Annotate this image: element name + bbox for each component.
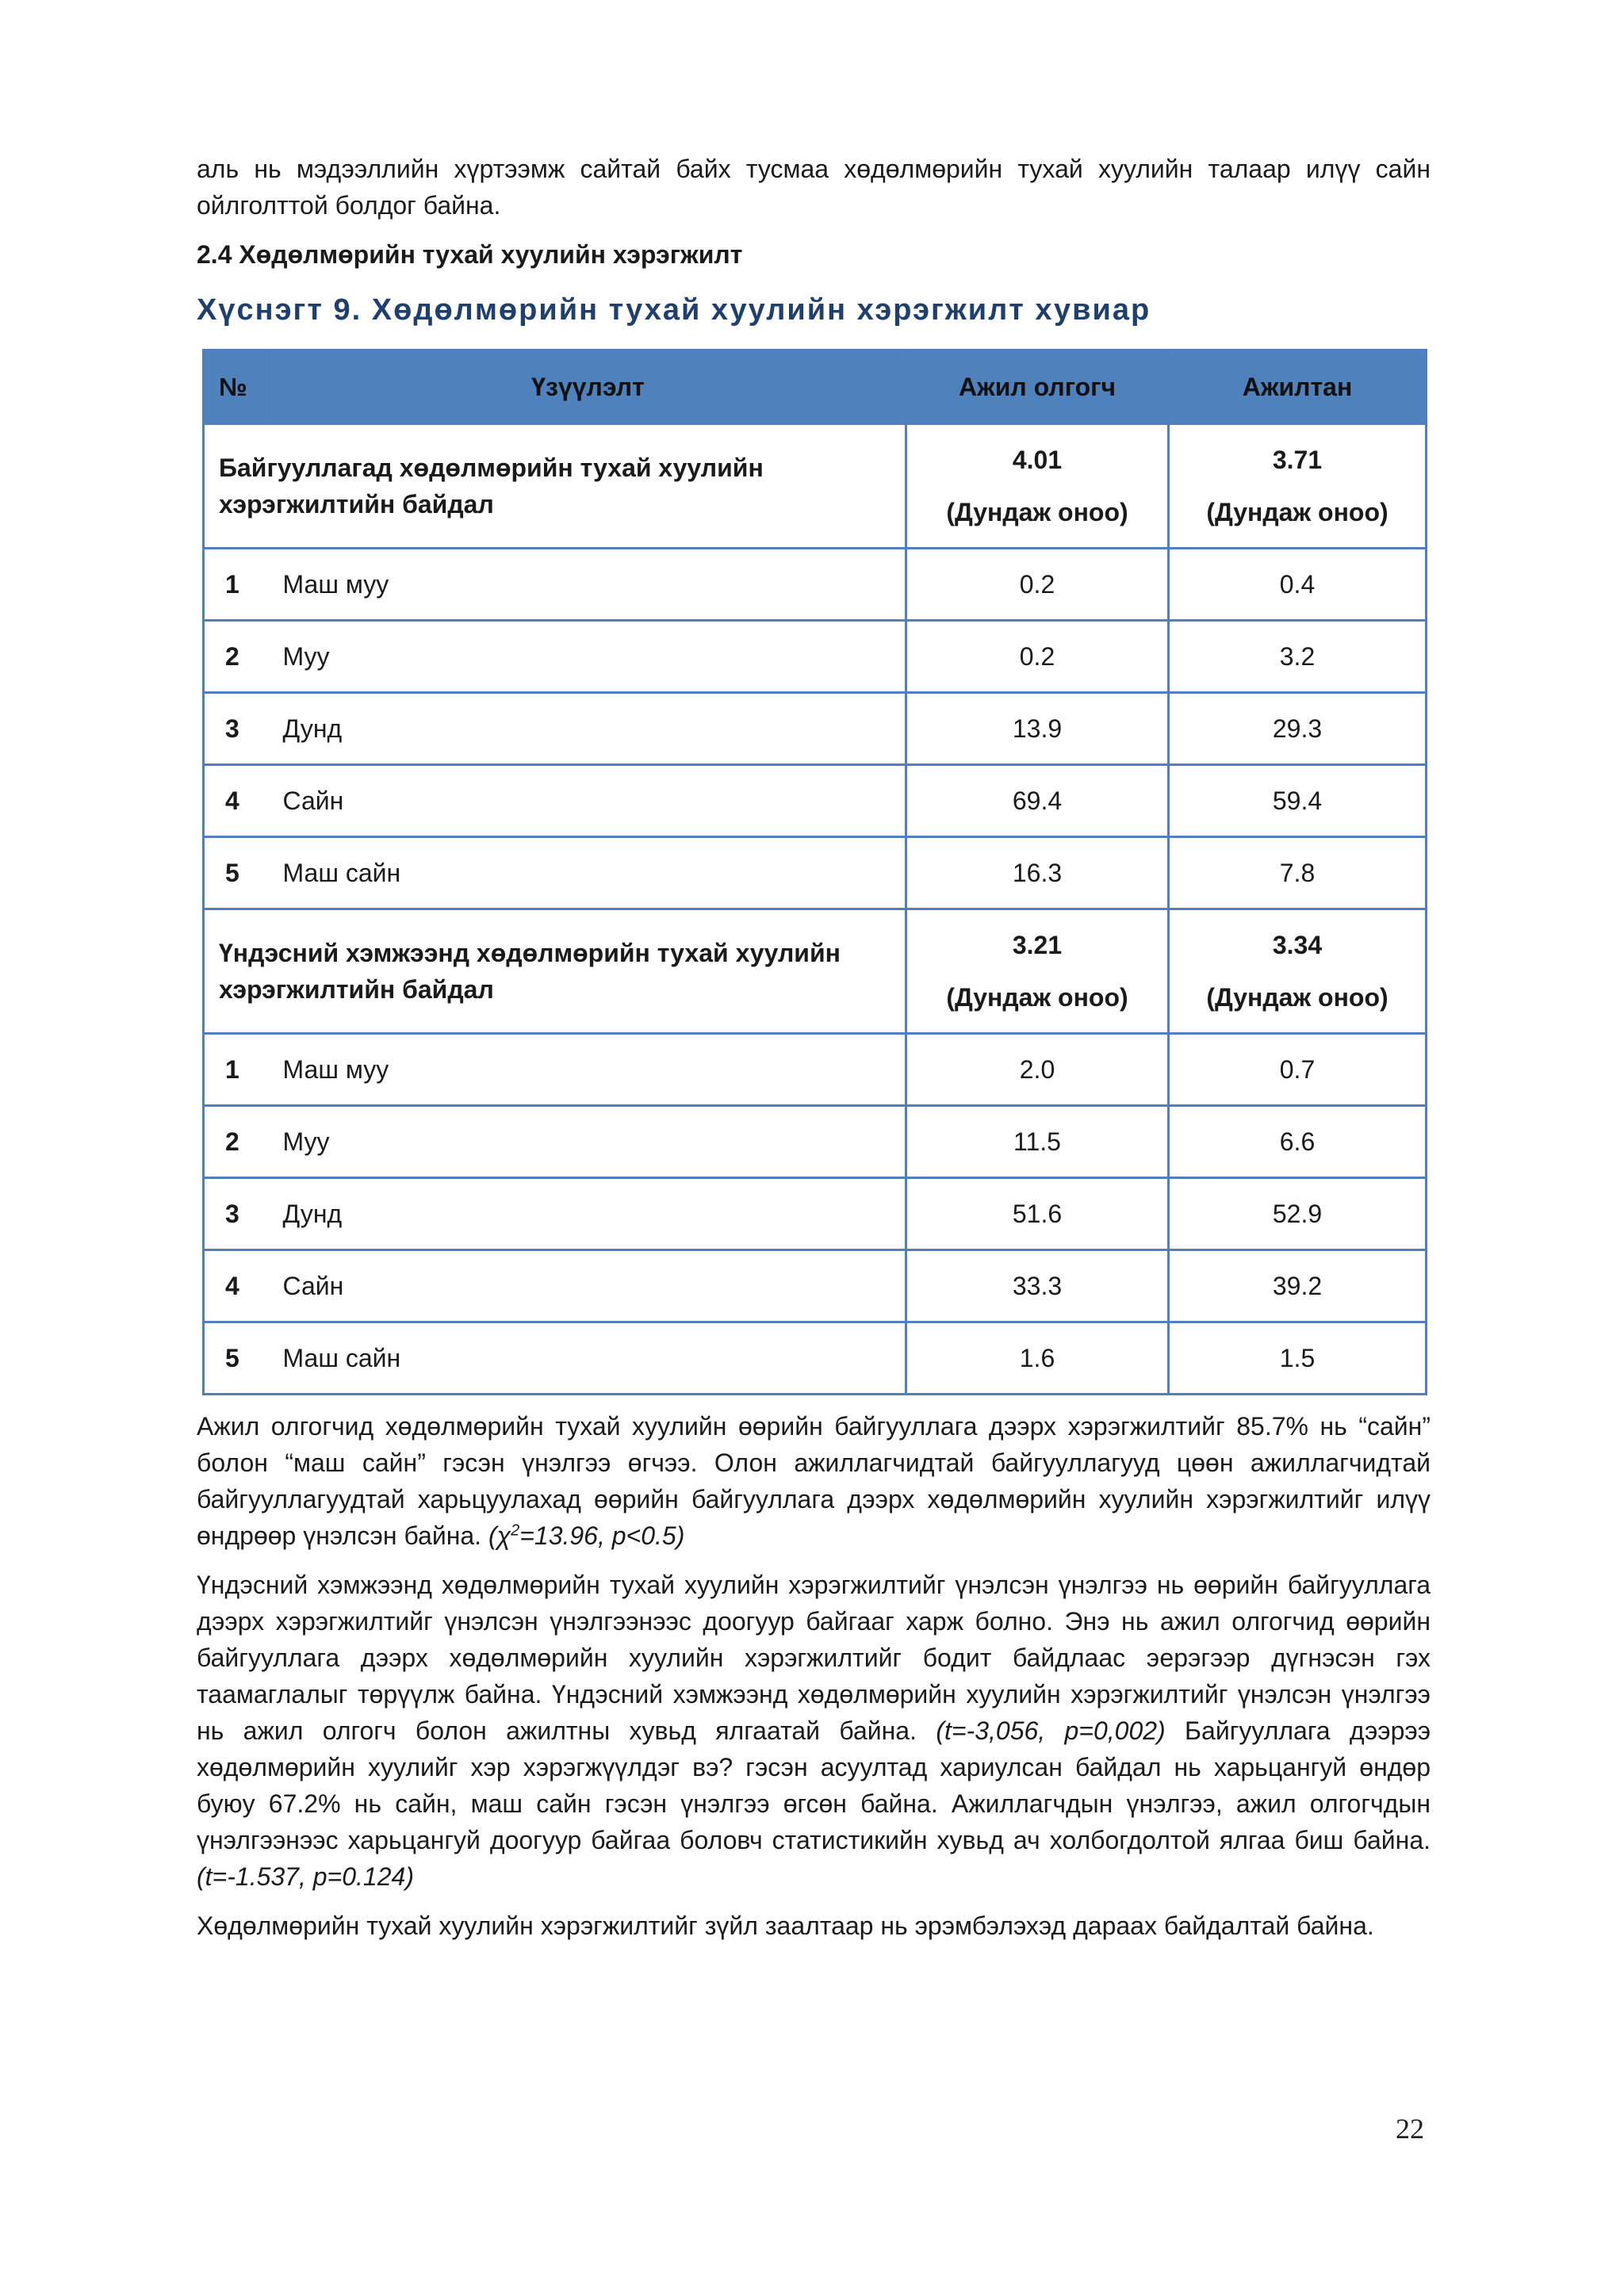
row-employer: 0.2	[906, 621, 1169, 693]
row-employee: 52.9	[1169, 1178, 1427, 1250]
table-row	[204, 1250, 1427, 1322]
table-row	[204, 1034, 1427, 1106]
paragraph-1-text: Ажил олгогчид хөдөлмөрийн тухай хуулийн өөрийн байгууллага дээрх хэрэгжилтийг 85.7% нь “сайн” болон “маш сайн” гэсэн үнэлгээ өгчээ. Олон ажиллагчидтай байгууллагууд цөөн ажиллагчидтай байгууллагуудтай харьцуулахад өөрийн байгууллага дээрх хөдөлмөрийн хуулийн хэрэгжилтийг илүү өндрөөр үнэлсэн байна.	[197, 1412, 1431, 1550]
table-row	[204, 1106, 1427, 1178]
row-employee: 0.7	[1169, 1034, 1427, 1106]
mean-note: (Дундаж оноо)	[1206, 983, 1388, 1012]
row-num: 3	[204, 693, 270, 765]
header-employer: Ажил олгогч	[906, 350, 1169, 424]
paragraph-2	[197, 1567, 1431, 1895]
row-label: Муу	[270, 621, 906, 693]
document-page	[197, 151, 1431, 1944]
mean-note: (Дундаж оноо)	[946, 983, 1128, 1012]
mean-note: (Дундаж оноо)	[1206, 498, 1388, 526]
row-employer: 0.2	[906, 549, 1169, 621]
row-label: Маш сайн	[270, 1322, 906, 1395]
row-label: Маш муу	[270, 549, 906, 621]
row-num: 1	[204, 549, 270, 621]
paragraph-2-text-b: Байгууллага дээрээ хөдөлмөрийн хуулийг хэр хэрэгжүүлдэг вэ? гэсэн асуултад хариулсан байдал нь харьцангуй өндөр буюу 67.2% нь сайн, маш сайн гэсэн үнэлгээ өгсөн байна. Ажиллагчдын үнэлгээ, ажил олгогчдын үнэлгээнээс харьцангуй доогуур байгаа боловч статистикийн хувьд ач холбогдолтой ялгаа биш байна.	[197, 1716, 1431, 1854]
group-label: Байгууллагад хөдөлмөрийн тухай хуулийн хэрэгжилтийн байдал	[204, 424, 906, 549]
implementation-table	[202, 349, 1427, 1395]
group-label: Үндэсний хэмжээнд хөдөлмөрийн тухай хуулийн хэрэгжилтийн байдал	[204, 909, 906, 1034]
t-test-stat-2: (t=-1.537, p=0.124)	[197, 1862, 414, 1891]
table-row	[204, 549, 1427, 621]
group-employer-mean	[906, 909, 1169, 1034]
row-label: Маш сайн	[270, 837, 906, 909]
header-indicator: Үзүүлэлт	[270, 350, 906, 424]
header-num: №	[204, 350, 270, 424]
row-label: Муу	[270, 1106, 906, 1178]
row-employee: 7.8	[1169, 837, 1427, 909]
stat-superscript: 2	[511, 1521, 520, 1540]
table-caption: Хүснэгт 9. Хөдөлмөрийн тухай хуулийн хэрэгжилт хувиар	[197, 293, 1151, 327]
table-header-row	[204, 350, 1427, 424]
section-heading: 2.4 Хөдөлмөрийн тухай хуулийн хэрэгжилт	[197, 240, 743, 269]
table-group-row	[204, 424, 1427, 549]
mean-note: (Дундаж оноо)	[946, 498, 1128, 526]
paragraph-1	[197, 1408, 1431, 1554]
row-num: 4	[204, 1250, 270, 1322]
intro-paragraph: аль нь мэдээллийн хүртээмж сайтай байх тусмаа хөдөлмөрийн тухай хуулийн талаар илүү сайн ойлголттой болдог байна.	[197, 155, 1431, 220]
header-employee: Ажилтан	[1169, 350, 1427, 424]
row-employee: 1.5	[1169, 1322, 1427, 1395]
paragraph-2-text-a: Үндэсний хэмжээнд хөдөлмөрийн тухай хуулийн хэрэгжилтийг үнэлсэн үнэлгээ нь өөрийн байгууллага дээрх хэрэгжилтийг үнэлсэн үнэлгээнээс доогуур байгааг харж болно. Энэ нь ажил олгогчид өөрийн байгууллага дээрх хөдөлмөрийн хуулийн хэрэгжилтийг бодит байдлаас эерэгээр дүгнэсэн гэх таамаглалыг төрүүлж байна. Үндэсний хэмжээнд хөдөлмөрийн хуулийн хэрэгжилтийг үнэлсэн үнэлгээ нь ажил олгогч болон ажилтны хувьд ялгаатай байна.	[197, 1571, 1431, 1745]
page-number: 22	[1396, 2113, 1424, 2145]
table-row	[204, 765, 1427, 837]
row-employer: 1.6	[906, 1322, 1169, 1395]
row-label: Маш муу	[270, 1034, 906, 1106]
row-employer: 51.6	[906, 1178, 1169, 1250]
row-employee: 29.3	[1169, 693, 1427, 765]
row-num: 2	[204, 621, 270, 693]
row-label: Сайн	[270, 765, 906, 837]
mean-value: 4.01	[1012, 446, 1063, 474]
group-employer-mean	[906, 424, 1169, 549]
row-employee: 6.6	[1169, 1106, 1427, 1178]
row-label: Сайн	[270, 1250, 906, 1322]
row-num: 3	[204, 1178, 270, 1250]
row-label: Дунд	[270, 1178, 906, 1250]
row-employee: 0.4	[1169, 549, 1427, 621]
table-row	[204, 837, 1427, 909]
chi-square-stat	[488, 1521, 684, 1550]
body-text	[197, 1408, 1431, 1944]
row-num: 5	[204, 1322, 270, 1395]
mean-value: 3.21	[1012, 931, 1063, 959]
row-num: 4	[204, 765, 270, 837]
group-employee-mean	[1169, 424, 1427, 549]
row-employer: 69.4	[906, 765, 1169, 837]
table-group-row	[204, 909, 1427, 1034]
table-row	[204, 693, 1427, 765]
t-test-stat-1: (t=-3,056, p=0,002)	[936, 1716, 1166, 1745]
table-row	[204, 1322, 1427, 1395]
group-employee-mean	[1169, 909, 1427, 1034]
row-num: 5	[204, 837, 270, 909]
row-employee: 3.2	[1169, 621, 1427, 693]
mean-value: 3.34	[1272, 931, 1323, 959]
row-employer: 16.3	[906, 837, 1169, 909]
mean-value: 3.71	[1272, 446, 1323, 474]
row-employee: 59.4	[1169, 765, 1427, 837]
stat-part: (χ	[488, 1521, 511, 1550]
row-num: 1	[204, 1034, 270, 1106]
row-employer: 11.5	[906, 1106, 1169, 1178]
row-label: Дунд	[270, 693, 906, 765]
stat-part: =13.96, p<0.5)	[519, 1521, 685, 1550]
row-employer: 33.3	[906, 1250, 1169, 1322]
row-employee: 39.2	[1169, 1250, 1427, 1322]
row-employer: 2.0	[906, 1034, 1169, 1106]
row-num: 2	[204, 1106, 270, 1178]
paragraph-3: Хөдөлмөрийн тухай хуулийн хэрэгжилтийг зүйл заалтаар нь эрэмбэлэхэд дараах байдалтай байна.	[197, 1911, 1374, 1940]
table-row	[204, 1178, 1427, 1250]
table-row	[204, 621, 1427, 693]
row-employer: 13.9	[906, 693, 1169, 765]
